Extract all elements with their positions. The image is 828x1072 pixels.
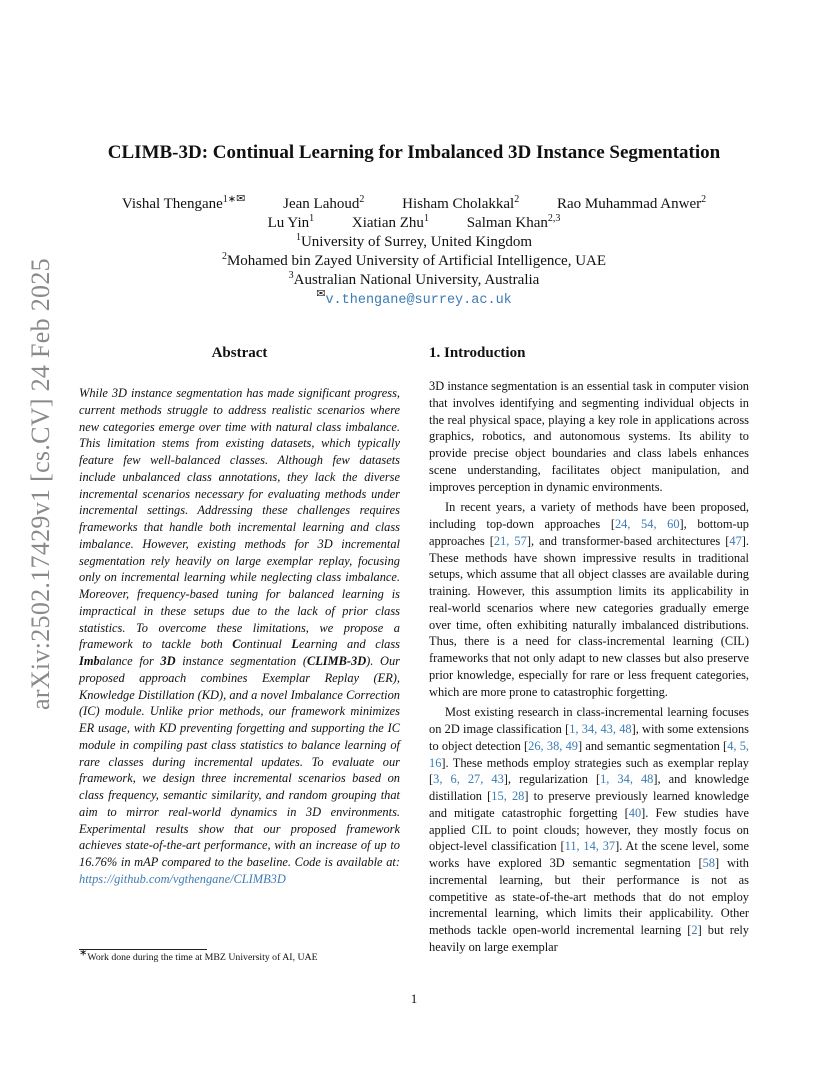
code-link[interactable]: https://github.com/vgthengane/CLIMB3D <box>79 871 286 886</box>
citation-link[interactable]: 4, 5, 16 <box>429 738 750 770</box>
citation-link[interactable]: 24, 54, 60 <box>614 517 680 531</box>
author-block <box>60 195 768 310</box>
intro-paragraph-1: 3D instance segmentation is an essential task in computer vision that involves identifying and segmenting individual objects in the real physical space, playing a key role in applications across graphics, robotics, and autonomous systems. Its ability to provide precise object boundaries and class labels enhances scene understanding, facilitates object manipulation, and improves perception in dynamic environments. <box>429 379 749 494</box>
footnote-rule <box>79 949 207 950</box>
citation-link[interactable]: 1, 34, 43, 48 <box>569 722 632 736</box>
citation-link[interactable]: 15, 28 <box>491 789 525 803</box>
arxiv-identifier: arXiv:2502.17429v1 [cs.CV] 24 Feb 2025 <box>26 258 55 710</box>
citation-link[interactable]: 2 <box>691 923 698 937</box>
intro-paragraph-2: In recent years, a variety of methods have been proposed, including top-down approaches [24, 54, 60], bottom-up approaches [21, 57], and transformer-based architectures [47]. These methods have shown impressive results in traditional setups, which assume that all object classes are available during training. However, this assumption limits its applicability in real-world scenarios where new categories gradually emerge over time, often exhibiting naturally imbalanced distributions. Thus, there is a need for class-incremental learning (CIL) frameworks that not only adapt to new classes but also preserve prior knowledge, especially for rare or less frequent categories, which are more prone to catastrophic forgetting. <box>429 500 749 699</box>
author: Jean Lahoud$^2$ <box>283 194 365 212</box>
right-column <box>429 345 749 956</box>
abstract-heading: Abstract <box>211 345 268 361</box>
section-heading-introduction: 1. Introduction <box>429 345 526 361</box>
authors-row-2 <box>60 214 768 233</box>
citation-link[interactable]: 26, 38, 49 <box>528 738 578 753</box>
author: Rao Muhammad Anwer$^2$ <box>556 194 707 212</box>
affiliation: $^1$University of Surrey, United Kingdom <box>295 232 533 250</box>
affiliation: $^3$Australian National University, Australia <box>288 270 540 288</box>
intro-paragraph-3: Most existing research in class-incremental learning focuses on 2D image classification [1, 34, 43, 48], with some extensions to object detection [26, 38, 49] and semantic segmentation [4, 5, 16]. These methods employ strategies such as exemplar replay [3, 6, 27, 43], regularization [1, 34, 48], and knowledge distillation [15, 28] to preserve previously learned knowledge and mitigate catastrophic forgetting [40]. Few studies have applied CIL to point clouds; however, they mostly focus on object-level classification [11, 14, 37]. At the scene level, some works have explored 3D semantic segmentation [58] with incremental learning, but their performance is not as competitive as state-of-the-art methods that do not employ incremental learning, which limits their applicability. Other methods tackle open-world incremental learning [2] but rely heavily on large exemplar <box>429 705 750 954</box>
email-link[interactable]: v.thengane@surrey.ac.uk <box>325 293 512 308</box>
citation-link[interactable]: 11, 14, 37 <box>564 839 616 854</box>
citation-link[interactable]: 58 <box>702 856 715 870</box>
citation-link[interactable]: 47 <box>729 533 742 548</box>
author: Vishal Thengane$^{1∗}$✉ <box>121 193 246 212</box>
left-column <box>79 345 400 888</box>
abstract-text: While 3D instance segmentation has made significant progress, current methods struggle to address realistic scenarios where new categories emerge over time with natural class imbalance. This limitation stems from existing datasets, which typically feature few well-balanced classes. Although few datasets include unbalanced class annotations, they lack the diverse incremental scenarios necessary for evaluating methods under incremental settings. Addressing these challenges requires frameworks that handle both incremental learning and class imbalance. However, existing methods for 3D incremental segmentation rely heavily on large exemplar replay, focusing only on incremental learning while neglecting class imbalance. Moreover, frequency-based tuning for balanced learning is impractical in these setups due to the lack of prior class statistics. To overcome these limitations, we propose a framework to tackle both Continual Learning and class Imbalance for 3D instance segmentation (CLIMB-3D). Our proposed approach combines Exemplar Replay (ER), Knowledge Distillation (KD), and a novel Imbalance Correction (IC) module. Unlike prior methods, our framework minimizes ER usage, with KD preventing forgetting and supporting the IC module in compiling past class statistics to balance learning of rare classes during incremental updates. To evaluate our framework, we design three incremental scenarios based on class frequency, semantic similarity, and random grouping that aim to mirror real-world dynamics in 3D environments. Experimental results show that our proposed framework achieves state-of-the-art performance, with an increase of up to 16.76% in mAP compared to the baseline. Code is available at: https://github.com/vgthengane/CLIMB3D <box>79 386 400 886</box>
footnote: ∗Work done during the time at MBZ University of AI, UAE <box>79 947 318 963</box>
page-number: 1 <box>410 991 418 1006</box>
author: Salman Khan$^{2,3}$ <box>466 213 561 231</box>
citation-link[interactable]: 1, 34, 48 <box>600 772 654 787</box>
citation-link[interactable]: 40 <box>628 805 642 820</box>
authors-row-1 <box>60 195 768 214</box>
contact-email: ✉v.thengane@surrey.ac.uk <box>316 288 512 308</box>
citation-link[interactable]: 21, 57 <box>493 533 527 548</box>
author: Lu Yin$^1$ <box>267 213 315 231</box>
affiliation: $^2$Mohamed bin Zayed University of Artificial Intelligence, UAE <box>221 251 607 269</box>
author: Xiatian Zhu$^1$ <box>351 213 429 231</box>
author: Hisham Cholakkal$^2$ <box>402 194 520 212</box>
citation-link[interactable]: 3, 6, 27, 43 <box>433 772 504 787</box>
paper-title: CLIMB-3D: Continual Learning for Imbalanced 3D Instance Segmentation <box>107 142 721 163</box>
